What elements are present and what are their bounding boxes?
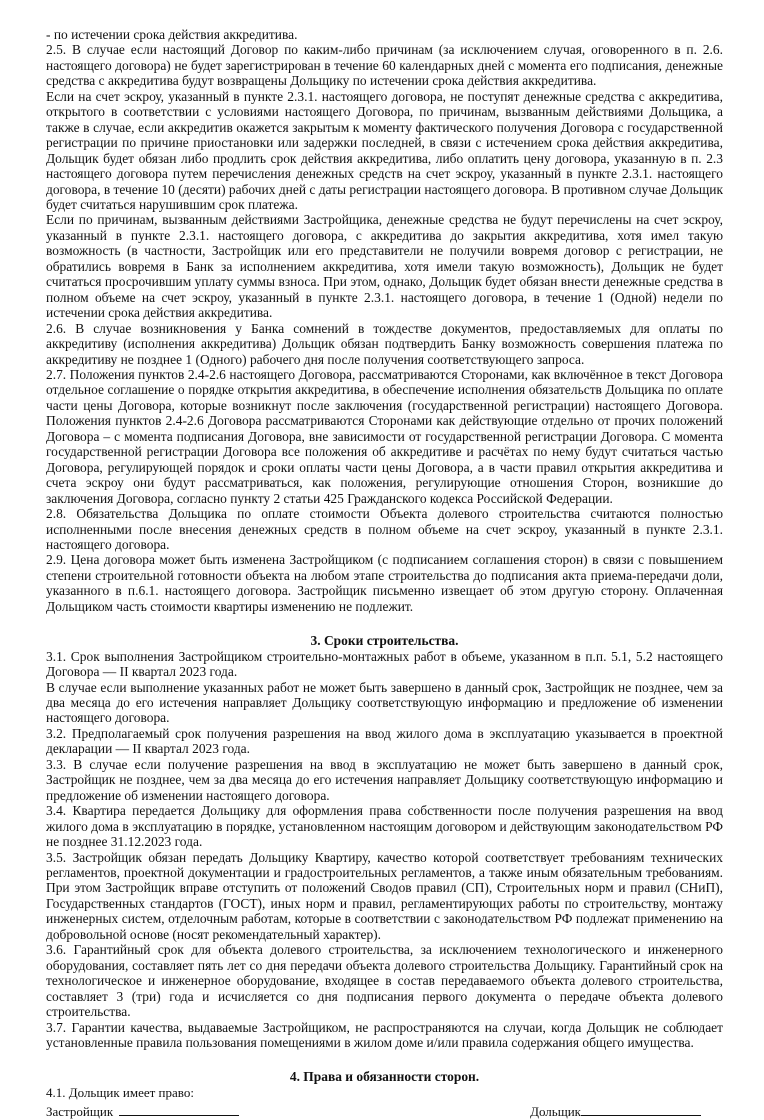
paragraph: 3.5. Застройщик обязан передать Дольщику Квартиру, качество которой соответствует требованиям технических регламентов, проектной документации и градостроительных регламентов, а также иным обязательным требованиям. При этом Застройщик вправе отступить от положений Сводов правил (СП), Строительных норм и правил (СНиП), Государственных стандартов (ГОСТ), иных норм и правил, регламентирующих работы по строительству, монтажу инженерных систем, отделочным работам, которые в соответствии с законодательством РФ подлежат применению на добровольной основе (носят рекомендательный характер). [46, 849, 723, 942]
paragraph: 3.7. Гарантии качества, выдаваемые Застройщиком, не распространяются на случаи, когда Дольщик не соблюдает установленные правила пользования помещениями в жилом доме и/или правила содержания общего имущества. [46, 1019, 723, 1050]
section-3-heading: 3. Сроки строительства. [310, 633, 459, 649]
paragraph: - по истечении срока действия аккредитива. [46, 27, 298, 42]
paragraph: 3.6. Гарантийный срок для объекта долевого строительства, за исключением технологического и инженерного оборудования, составляет пять лет со дня передачи объекта долевого строительства Дольщику. Гарантийный срок на технологическое и инженерное оборудование, входящее в состав передаваемого объекта долевого строительства, составляет 3 (три) года и исчисляется со дня подписания первого документа о передаче объекта долевого строительства. [46, 942, 723, 1020]
paragraph: 3.2. Предполагаемый срок получения разрешения на ввод жилого дома в эксплуатацию указывается в проектной декларации — II квартал 2023 года. [46, 725, 723, 757]
signature-line [581, 1103, 701, 1116]
developer-signature [46, 1103, 239, 1119]
developer-label: Застройщик [46, 1104, 114, 1120]
section-3-paragraphs [46, 649, 723, 1051]
paragraph: 3.4. Квартира передается Дольщику для оформления права собственности после получения разрешения на ввод жилого дома в эксплуатацию в порядке, установленном настоящим договором и действующим законодательством РФ не позднее 31.12.2023 года. [46, 803, 723, 850]
paragraph: Если по причинам, вызванным действиями Застройщика, денежные средства не будут перечислены на счет эскроу, указанный в пункте 2.3.1. настоящего договора, с аккредитива до закрытия аккредитива, хотя имел такую возможность (в частности, Застройщик или его представители не получили вовремя договор с регистрации, не обратились вовремя в Банк за исполнением аккредитива, хотя имели такую возможность), Дольщик не будет считаться просрочившим уплату суммы взноса. При этом, однако, Дольщик будет обязан внести денежные средства в полном объеме на счет эскроу, указанный в пункте 2.3.1. настоящего договора, в течение 1 (Одной) недели по истечении срока действия аккредитива. [46, 212, 723, 321]
section-2-paragraphs [46, 27, 723, 614]
paragraph: Если на счет эскроу, указанный в пункте 2.3.1. настоящего договора, не поступят денежные средства с аккредитива, открытого в соответствии с условиями настоящего Договора, по причинам, вызванным действиями Дольщика, а также в случае, если аккредитив окажется закрытым к моменту фактического получения Договора с государственной регистрации по причине приостановки или задержки последней, в связи с истечением срока действия аккредитива, Дольщик будет обязан либо продлить срок действия аккредитива, либо оплатить цену договора, указанную в п. 2.3 настоящего договора путем перечисления денежных средств на счет эскроу, указанный в пункте 2.3.1. настоящего договора, в течение 10 (десяти) рабочих дней с даты регистрации настоящего договора. В противном случае Дольщик будет считаться нарушившим срок платежа. [46, 88, 723, 212]
paragraph: 2.7. Положения пунктов 2.4-2.6 настоящего Договора, рассматриваются Сторонами, как включённое в текст Договора отдельное соглашение о порядке открытия аккредитива, в обеспечение исполнения обязательств Дольщика по оплате части цены Договора, которые возникнут после заключения (государственной регистрации) настоящего Договора. Положения пунктов 2.4-2.6 Договора рассматриваются Сторонами как действующие отдельно от прочих положений Договора – с момента подписания Договора, вне зависимости от государственной регистрации Договора. С момента государственной регистрации Договора все положения об аккредитиве и расчётах по нему будут считаться частью Договора, регулирующей порядок и сроки оплаты части цены Договора, а в части правил открытия аккредитива и счета эскроу они будут рассматриваться, как положения, регулирующие отношения Сторон, возникшие до заключения Договора, согласно пункту 2 статьи 425 Гражданского кодекса Российской Федерации. [46, 366, 723, 506]
item-4-1: 4.1. Дольщик имеет право: [46, 1084, 194, 1100]
paragraph: 2.5. В случае если настоящий Договор по каким-либо причинам (за исключением случая, оговоренного в п. 2.6. настоящего договора) не будет зарегистрирован в течение 60 календарных дней с момента его подписания, денежные средства с аккредитива будут возвращены Дольщику по истечении срока действия аккредитива. [46, 42, 723, 89]
paragraph: 2.6. В случае возникновения у Банка сомнений в тождестве документов, предоставляемых для оплаты по аккредитиву (исполнения аккредитива) Дольщик обязан подтвердить Банку возможность совершения платежа по аккредитиву не позднее 1 (Одного) рабочего дня после получения соответствующего запроса. [46, 320, 723, 367]
section-4-heading: 4. Права и обязанности сторон. [289, 1069, 480, 1085]
document-page [46, 27, 723, 1120]
shareholder-label: Дольщик [530, 1104, 581, 1120]
paragraph: 3.1. Срок выполнения Застройщиком строительно-монтажных работ в объеме, указанном в п.п. 5.1, 5.2 настоящего Договора — II квартал 2023 года. [46, 648, 723, 680]
shareholder-signature [530, 1103, 701, 1119]
signature-line [119, 1103, 239, 1116]
paragraph: 3.3. В случае если получение разрешения на ввод в эксплуатацию не может быть завершено в данный срок, Застройщик не позднее, чем за два месяца до его истечения направляет Дольщику соответствующую информацию и предложение об изменении настоящего договора. [46, 756, 723, 803]
paragraph: В случае если выполнение указанных работ не может быть завершено в данный срок, Застройщик не позднее, чем за два месяца до его истечения направляет Дольщику соответствующую информацию и предложение об изменении настоящего договора. [46, 679, 723, 726]
paragraph: 2.9. Цена договора может быть изменена Застройщиком (с подписанием соглашения сторон) в связи с повышением степени строительной готовности объекта на любом этапе строительства до подписания акта приема-передачи доли, указанного в п.6.1. настоящего договора. Застройщик письменно извещает об этом другую сторону. Оплаченная Дольщиком часть стоимости квартиры изменению не подлежит. [46, 552, 723, 614]
paragraph: 2.8. Обязательства Дольщика по оплате стоимости Объекта долевого строительства считаются полностью исполненными после внесения денежных средств в полном объеме на счет эскроу, указанный в пункте 2.3.1. настоящего договора. [46, 506, 723, 552]
signature-block [46, 1103, 723, 1119]
